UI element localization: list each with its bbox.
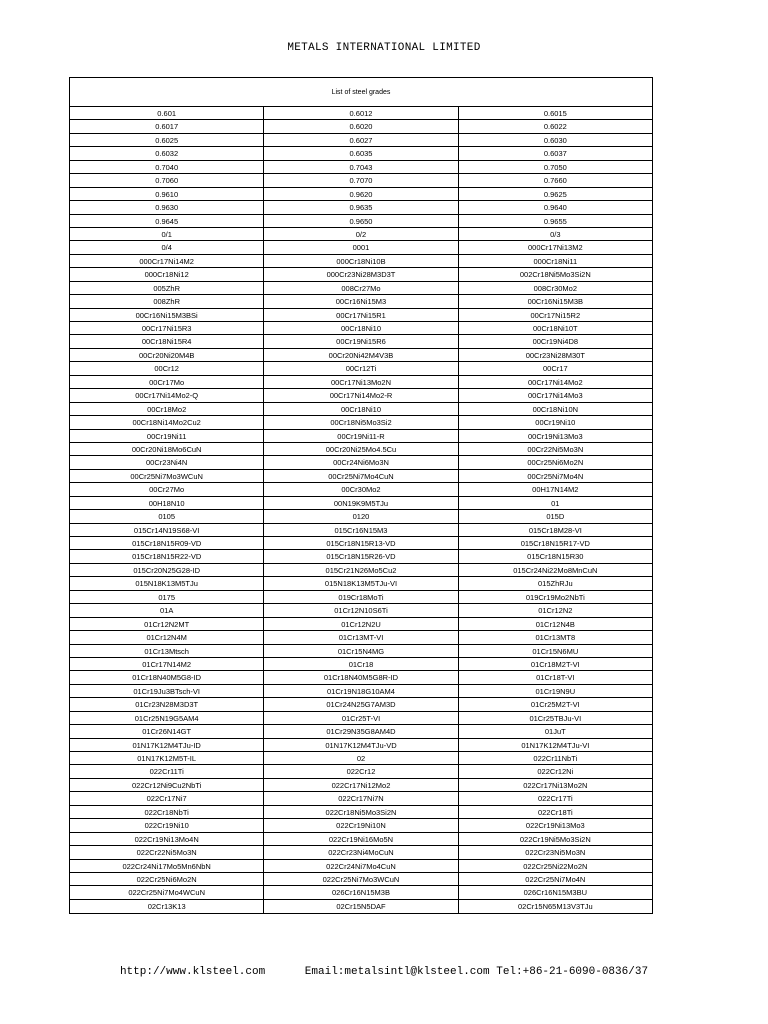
table-cell: 01Cr12N2	[459, 604, 652, 617]
table-row	[70, 685, 652, 698]
table-cell: 01Cr26N14GT	[70, 725, 264, 738]
table-cell: 00Cr16Ni15M3	[264, 295, 458, 308]
table-cell: 0.6035	[264, 147, 458, 160]
table-cell: 00Cr17Ni14Mo2	[459, 376, 652, 389]
table-cell: 01JuT	[459, 725, 652, 738]
table-cell: 022Cr12	[264, 765, 458, 778]
table-cell: 0/4	[70, 241, 264, 254]
table-cell: 01Cr19N18G10AM4	[264, 685, 458, 698]
table-cell: 005ZhR	[70, 282, 264, 295]
table-row	[70, 282, 652, 295]
table-cell: 01Cr12N2U	[264, 618, 458, 631]
table-row	[70, 416, 652, 429]
table-row	[70, 725, 652, 738]
table-cell: 0.6022	[459, 120, 652, 133]
table-cell: 00Cr20Ni20M4B	[70, 349, 264, 362]
table-cell: 01Cr15N6MU	[459, 645, 652, 658]
table-cell: 01Cr25N19G5AM4	[70, 712, 264, 725]
table-cell: 0.9630	[70, 201, 264, 214]
table-cell: 022Cr18Ti	[459, 806, 652, 819]
table-row	[70, 577, 652, 590]
table-cell: 022Cr19Ni10	[70, 819, 264, 832]
table-caption: List of steel grades	[70, 78, 652, 107]
table-cell: 0.7660	[459, 174, 652, 187]
table-cell: 022Cr17Ni7N	[264, 792, 458, 805]
table-cell: 022Cr11NbTi	[459, 752, 652, 765]
table-cell: 00Cr24Ni6Mo3N	[264, 456, 458, 469]
table-row	[70, 806, 652, 819]
table-cell: 022Cr19Ni16Mo5N	[264, 833, 458, 846]
table-row	[70, 376, 652, 389]
table-cell: 00Cr19Ni4D8	[459, 335, 652, 348]
table-cell: 00H18N10	[70, 497, 264, 510]
table-cell: 022Cr24Ni17Mo5Mn6NbN	[70, 860, 264, 873]
steel-grades-table	[69, 77, 653, 914]
table-cell: 01Cr13MT8	[459, 631, 652, 644]
table-cell: 02Cr13K13	[70, 900, 264, 913]
table-row	[70, 134, 652, 147]
table-cell: 022Cr18NbTi	[70, 806, 264, 819]
table-row	[70, 510, 652, 523]
table-cell: 01Cr18M2T-VI	[459, 658, 652, 671]
table-cell: 00Cr18Ni10	[264, 403, 458, 416]
table-cell: 0105	[70, 510, 264, 523]
table-row	[70, 362, 652, 375]
table-row	[70, 524, 652, 537]
table-cell: 015Cr14N19S68-VI	[70, 524, 264, 537]
table-cell: 015Cr20N25G28-ID	[70, 564, 264, 577]
table-cell: 0.7043	[264, 161, 458, 174]
table-cell: 022Cr17Ni13Mo2N	[459, 779, 652, 792]
table-cell: 0.6037	[459, 147, 652, 160]
table-cell: 000Cr17Ni13M2	[459, 241, 652, 254]
table-cell: 0.7060	[70, 174, 264, 187]
table-cell: 015Cr24Ni22Mo8MnCuN	[459, 564, 652, 577]
table-row	[70, 819, 652, 832]
table-cell: 0/3	[459, 228, 652, 241]
table-cell: 00Cr18Ni10N	[459, 403, 652, 416]
table-row	[70, 335, 652, 348]
table-cell: 01	[459, 497, 652, 510]
table-cell: 00Cr12Ti	[264, 362, 458, 375]
table-cell: 008ZhR	[70, 295, 264, 308]
table-cell: 026Cr16N15M3B	[264, 886, 458, 899]
table-cell: 022Cr25Ni6Mo2N	[70, 873, 264, 886]
table-cell: 002Cr18Ni5Mo3Si2N	[459, 268, 652, 281]
table-row	[70, 765, 652, 778]
table-row	[70, 268, 652, 281]
table-row	[70, 174, 652, 187]
table-cell: 01Cr19Ju3BTsch-VI	[70, 685, 264, 698]
table-row	[70, 631, 652, 644]
table-cell: 01N17K12M4TJu-VD	[264, 739, 458, 752]
table-cell: 015ZhRJu	[459, 577, 652, 590]
table-cell: 022Cr17Ti	[459, 792, 652, 805]
table-row	[70, 873, 652, 886]
table-row	[70, 591, 652, 604]
table-cell: 00Cr19Ni11	[70, 430, 264, 443]
table-cell: 00Cr17Ni13Mo2N	[264, 376, 458, 389]
table-cell: 019Cr18MoTi	[264, 591, 458, 604]
footer-contact: http://www.klsteel.com Email:metalsintl@klsteel.com Tel:+86-21-6090-0836/37	[119, 966, 649, 978]
table-cell: 01Cr23N28M3D3T	[70, 698, 264, 711]
table-cell: 022Cr19Ni13Mo4N	[70, 833, 264, 846]
table-cell: 015Cr18N15R13-VD	[264, 537, 458, 550]
table-cell: 01N17K12M4TJu-ID	[70, 739, 264, 752]
table-row	[70, 349, 652, 362]
table-cell: 0.9650	[264, 215, 458, 228]
table-cell: 000Cr18Ni12	[70, 268, 264, 281]
table-cell: 00Cr18Ni15R4	[70, 335, 264, 348]
table-row	[70, 147, 652, 160]
table-row	[70, 443, 652, 456]
table-row	[70, 188, 652, 201]
table-cell: 022Cr19Ni10N	[264, 819, 458, 832]
table-cell: 015Cr18N15R09-VD	[70, 537, 264, 550]
table-cell: 022Cr24Ni7Mo4CuN	[264, 860, 458, 873]
table-cell: 0.7050	[459, 161, 652, 174]
table-cell: 00Cr30Mo2	[264, 483, 458, 496]
table-cell: 0.6025	[70, 134, 264, 147]
table-cell: 01Cr12N2MT	[70, 618, 264, 631]
table-cell: 00Cr19Ni15R6	[264, 335, 458, 348]
table-cell: 00Cr17Ni15R2	[459, 309, 652, 322]
table-cell: 00Cr17	[459, 362, 652, 375]
table-cell: 00Cr27Mo	[70, 483, 264, 496]
table-cell: 00Cr25Ni7Mo4N	[459, 470, 652, 483]
table-cell: 026Cr16N15M3BU	[459, 886, 652, 899]
table-cell: 022Cr19Ni5Mo3Si2N	[459, 833, 652, 846]
table-cell: 008Cr27Mo	[264, 282, 458, 295]
table-cell: 01Cr12N4B	[459, 618, 652, 631]
table-row	[70, 886, 652, 899]
table-cell: 022Cr25Ni7Mo4WCuN	[70, 886, 264, 899]
table-cell: 00Cr25Ni6Mo2N	[459, 456, 652, 469]
table-cell: 00Cr23Ni28M30T	[459, 349, 652, 362]
table-cell: 00Cr17Ni15R3	[70, 322, 264, 335]
table-cell: 022Cr25Ni22Mo2N	[459, 860, 652, 873]
table-cell: 01Cr12N4M	[70, 631, 264, 644]
table-cell: 02Cr15N5DAF	[264, 900, 458, 913]
table-cell: 015Cr16N15M3	[264, 524, 458, 537]
table-row	[70, 564, 652, 577]
table-row	[70, 430, 652, 443]
table-cell: 01Cr17N14M2	[70, 658, 264, 671]
table-cell: 015Cr18N15R26-VD	[264, 550, 458, 563]
table-cell: 022Cr12Ni9Cu2NbTi	[70, 779, 264, 792]
table-cell: 00Cr17Mo	[70, 376, 264, 389]
table-cell: 0.9610	[70, 188, 264, 201]
table-cell: 0.6017	[70, 120, 264, 133]
table-row	[70, 470, 652, 483]
table-row	[70, 671, 652, 684]
table-cell: 015Cr18N15R17-VD	[459, 537, 652, 550]
table-cell: 0/2	[264, 228, 458, 241]
table-cell: 00Cr12	[70, 362, 264, 375]
table-cell: 02	[264, 752, 458, 765]
table-cell: 00Cr22Ni5Mo3N	[459, 443, 652, 456]
table-cell: 015Cr18N15R30	[459, 550, 652, 563]
table-row	[70, 295, 652, 308]
table-cell: 0.7040	[70, 161, 264, 174]
table-row	[70, 900, 652, 913]
table-cell: 015Cr21N26Mo5Cu2	[264, 564, 458, 577]
table-row	[70, 792, 652, 805]
table-cell: 019Cr19Mo2NbTi	[459, 591, 652, 604]
table-cell: 0.9645	[70, 215, 264, 228]
table-cell: 01Cr18N40M5G8-ID	[70, 671, 264, 684]
table-body	[70, 107, 652, 913]
table-cell: 01Cr12N10S6Ti	[264, 604, 458, 617]
table-row	[70, 389, 652, 402]
table-cell: 015N18K13M5TJu	[70, 577, 264, 590]
table-cell: 00Cr18Ni10	[264, 322, 458, 335]
table-cell: 0.6020	[264, 120, 458, 133]
table-cell: 000Cr18Ni10B	[264, 255, 458, 268]
table-cell: 01Cr25T-VI	[264, 712, 458, 725]
table-cell: 015D	[459, 510, 652, 523]
table-cell: 01Cr13Mtsch	[70, 645, 264, 658]
table-cell: 015Cr18N15R22-VD	[70, 550, 264, 563]
table-cell: 022Cr25Ni7Mo4N	[459, 873, 652, 886]
table-cell: 000Cr23Ni28M3D3T	[264, 268, 458, 281]
table-cell: 00Cr18Ni10T	[459, 322, 652, 335]
table-row	[70, 497, 652, 510]
table-cell: 00Cr17Ni14Mo2-R	[264, 389, 458, 402]
table-cell: 00Cr18Ni5Mo3Si2	[264, 416, 458, 429]
table-cell: 015Cr18M28-VI	[459, 524, 652, 537]
table-cell: 022Cr25Ni7Mo3WCuN	[264, 873, 458, 886]
table-cell: 01Cr18N40M5G8R-ID	[264, 671, 458, 684]
table-row	[70, 255, 652, 268]
table-cell: 00Cr18Ni14Mo2Cu2	[70, 416, 264, 429]
table-cell: 00Cr20Ni42M4V3B	[264, 349, 458, 362]
table-cell: 00Cr17Ni15R1	[264, 309, 458, 322]
table-cell: 0120	[264, 510, 458, 523]
table-cell: 00Cr23Ni4N	[70, 456, 264, 469]
table-cell: 022Cr23Ni4MoCuN	[264, 846, 458, 859]
table-cell: 022Cr12Ni	[459, 765, 652, 778]
table-row	[70, 860, 652, 873]
table-cell: 0.601	[70, 107, 264, 120]
table-row	[70, 833, 652, 846]
table-cell: 01Cr18	[264, 658, 458, 671]
table-cell: 0.9655	[459, 215, 652, 228]
table-cell: 022Cr17Ni12Mo2	[264, 779, 458, 792]
table-cell: 00Cr25Ni7Mo3WCuN	[70, 470, 264, 483]
table-cell: 0.6015	[459, 107, 652, 120]
table-row	[70, 456, 652, 469]
table-cell: 000Cr17Ni14M2	[70, 255, 264, 268]
table-cell: 0/1	[70, 228, 264, 241]
table-cell: 0.9635	[264, 201, 458, 214]
table-cell: 01Cr24N25G7AM3D	[264, 698, 458, 711]
table-row	[70, 309, 652, 322]
table-row	[70, 161, 652, 174]
table-cell: 00N19K9M5TJu	[264, 497, 458, 510]
table-cell: 0.9640	[459, 201, 652, 214]
table-cell: 00Cr20Ni18Mo6CuN	[70, 443, 264, 456]
table-cell: 01A	[70, 604, 264, 617]
table-row	[70, 550, 652, 563]
table-cell: 00Cr19Ni11-R	[264, 430, 458, 443]
table-cell: 0.6030	[459, 134, 652, 147]
table-row	[70, 698, 652, 711]
table-row	[70, 752, 652, 765]
table-cell: 00Cr16Ni15M3B	[459, 295, 652, 308]
table-cell: 00Cr16Ni15M3BSi	[70, 309, 264, 322]
table-cell: 0.6012	[264, 107, 458, 120]
table-cell: 0001	[264, 241, 458, 254]
table-cell: 00Cr17Ni14Mo3	[459, 389, 652, 402]
table-row	[70, 658, 652, 671]
table-cell: 0.6027	[264, 134, 458, 147]
table-cell: 0175	[70, 591, 264, 604]
table-row	[70, 739, 652, 752]
table-cell: 022Cr23Ni5Mo3N	[459, 846, 652, 859]
table-cell: 01Cr25M2T-VI	[459, 698, 652, 711]
table-cell: 000Cr18Ni11	[459, 255, 652, 268]
table-cell: 022Cr22Ni5Mo3N	[70, 846, 264, 859]
table-cell: 00H17N14M2	[459, 483, 652, 496]
table-row	[70, 537, 652, 550]
table-row	[70, 228, 652, 241]
table-cell: 022Cr18Ni5Mo3Si2N	[264, 806, 458, 819]
table-row	[70, 604, 652, 617]
table-row	[70, 322, 652, 335]
table-cell: 01Cr15N4MG	[264, 645, 458, 658]
table-cell: 00Cr19Ni13Mo3	[459, 430, 652, 443]
table-row	[70, 107, 652, 120]
table-row	[70, 215, 652, 228]
table-cell: 022Cr17Ni7	[70, 792, 264, 805]
table-cell: 01Cr25TBJu-VI	[459, 712, 652, 725]
table-cell: 0.9625	[459, 188, 652, 201]
table-cell: 015N18K13M5TJu-VI	[264, 577, 458, 590]
table-cell: 00Cr18Mo2	[70, 403, 264, 416]
table-row	[70, 403, 652, 416]
table-cell: 01Cr13MT-VI	[264, 631, 458, 644]
table-row	[70, 712, 652, 725]
table-row	[70, 120, 652, 133]
table-cell: 02Cr15N65M13V3TJu	[518, 901, 593, 911]
table-cell: 00Cr17Ni14Mo2-Q	[70, 389, 264, 402]
table-row	[70, 483, 652, 496]
table-row	[70, 779, 652, 792]
table-cell: 00Cr25Ni7Mo4CuN	[264, 470, 458, 483]
table-cell: 0.9620	[264, 188, 458, 201]
table-row	[70, 201, 652, 214]
table-cell: 008Cr30Mo2	[459, 282, 652, 295]
table-cell: 00Cr19Ni10	[459, 416, 652, 429]
table-cell: 0.7070	[264, 174, 458, 187]
table-row	[70, 618, 652, 631]
table-cell: 01Cr29N35G8AM4D	[264, 725, 458, 738]
document-title: METALS INTERNATIONAL LIMITED	[287, 42, 481, 54]
table-cell: 01N17K12M4TJu-VI	[459, 739, 652, 752]
table-row	[70, 645, 652, 658]
table-cell: 0.6032	[70, 147, 264, 160]
table-cell: 022Cr19Ni13Mo3	[459, 819, 652, 832]
table-row	[70, 846, 652, 859]
table-cell: 01Cr19N9U	[459, 685, 652, 698]
table-row	[70, 241, 652, 254]
table-cell: 00Cr20Ni25Mo4.5Cu	[264, 443, 458, 456]
table-cell: 01N17K12M5T-IL	[70, 752, 264, 765]
table-cell: 01Cr18T-VI	[459, 671, 652, 684]
table-cell: 022Cr11Ti	[70, 765, 264, 778]
